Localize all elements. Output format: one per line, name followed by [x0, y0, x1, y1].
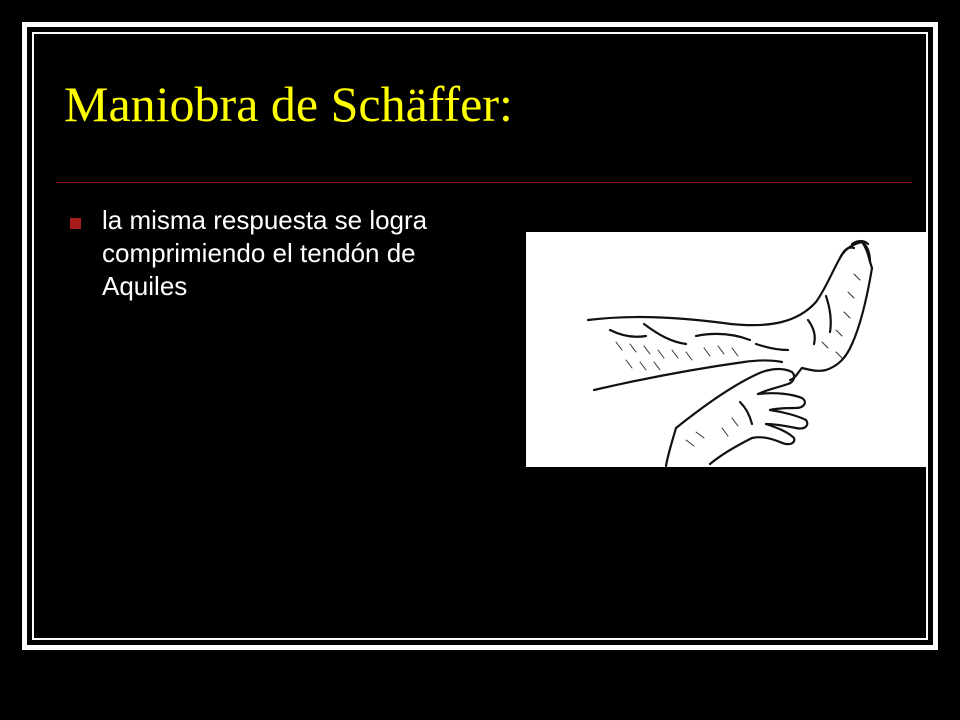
bullet-list — [70, 204, 490, 303]
bullet-text: la misma respuesta se logra comprimiendo el tendón de Aquiles — [102, 205, 428, 301]
square-bullet-icon — [70, 218, 81, 229]
title-divider — [56, 182, 912, 183]
figure-panel — [526, 232, 926, 467]
slide-title: Maniobra de Schäffer: — [64, 76, 513, 132]
bullet-item — [70, 204, 490, 303]
leg-hand-illustration — [526, 232, 926, 467]
